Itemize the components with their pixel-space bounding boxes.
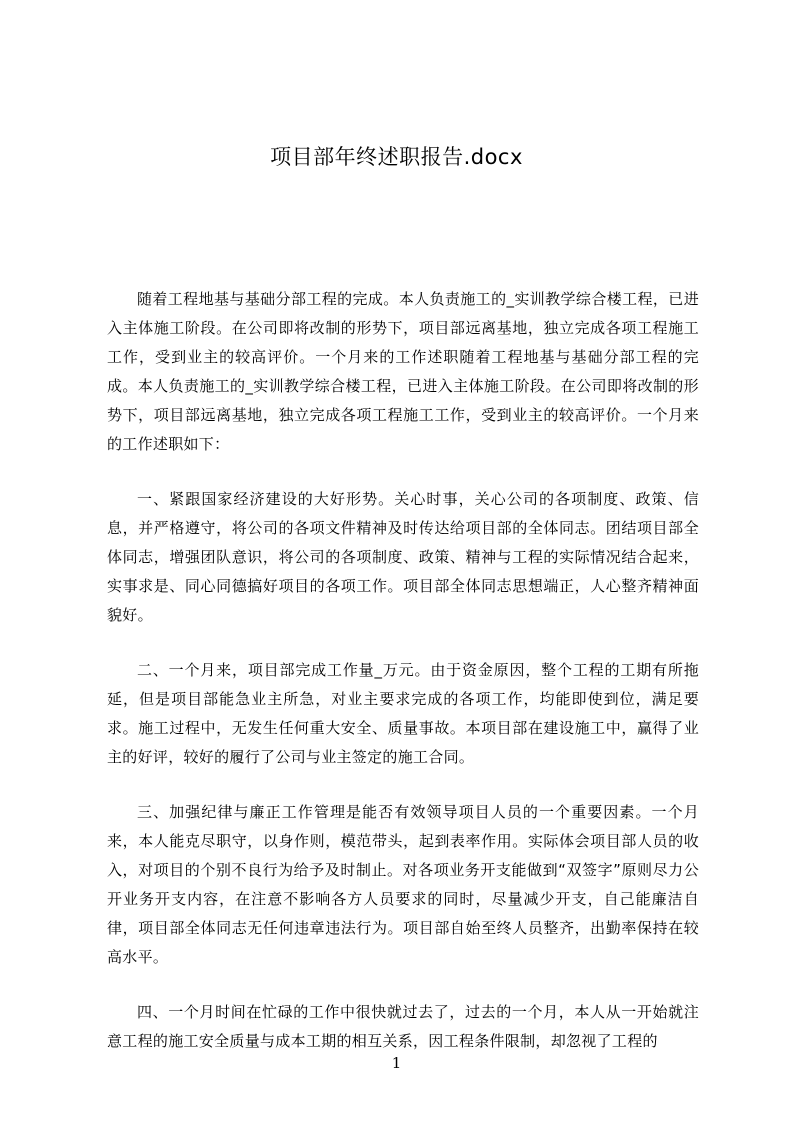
document-body (107, 285, 699, 1056)
paragraph-section-2: 二、一个月来，项目部完成工作量_万元。由于资金原因，整个工程的工期有所拖延，但是项目部能急业主所急，对业主要求完成的各项工作，均能即使到位，满足要求。施工过程中，无发生任何重大安全、质量事故。本项目部在建设施工中，赢得了业主的好评，较好的履行了公司与业主签定的施工合同。 (107, 661, 699, 766)
paragraph-section-1: 一、紧跟国家经济建设的大好形势。关心时事，关心公司的各项制度、政策、信息，并严格遵守，将公司的各项文件精神及时传达给项目部的全体同志。团结项目部全体同志，增强团队意识，将公司的各项制度、政策、精神与工程的实际情况结合起来，实事求是、同心同德搞好项目的各项工作。项目部全体同志思想端正，人心整齐精神面貌好。 (107, 490, 699, 624)
paragraph-section-3: 三、加强纪律与廉正工作管理是能否有效领导项目人员的一个重要因素。一个月来，本人能克尽职守，以身作则，模范带头，起到表率作用。实际体会项目部人员的收入，对项目的个别不良行为给予及时制止。对各项业务开支能做到“双签字”原则尽力公开业务开支内容，在注意不影响各方人员要求的同时，尽量减少开支，自己能廉洁自律，项目部全体同志无任何违章违法行为。项目部自始至终人员整齐，出勤率保持在较高水平。 (107, 803, 699, 966)
document-title: 项目部年终述职报告.docx (270, 145, 523, 169)
page-number: 1 (391, 1054, 402, 1072)
paragraph-section-4: 四、一个月时间在忙碌的工作中很快就过去了，过去的一个月，本人从一开始就注意工程的施工安全质量与成本工期的相互关系，因工程条件限制，却忽视了工程的 (107, 1003, 699, 1050)
paragraph-intro: 随着工程地基与基础分部工程的完成。本人负责施工的_实训教学综合楼工程，已进入主体施工阶段。在公司即将改制的形势下，项目部远离基地，独立完成各项工程施工工作，受到业主的较高评价。一个月来的工作述职随着工程地基与基础分部工程的完成。本人负责施工的_实训教学综合楼工程，已进入主体施工阶段。在公司即将改制的形势下，项目部远离基地，独立完成各项工程施工工作，受到业主的较高评价。一个月来的工作述职如下： (107, 290, 699, 453)
